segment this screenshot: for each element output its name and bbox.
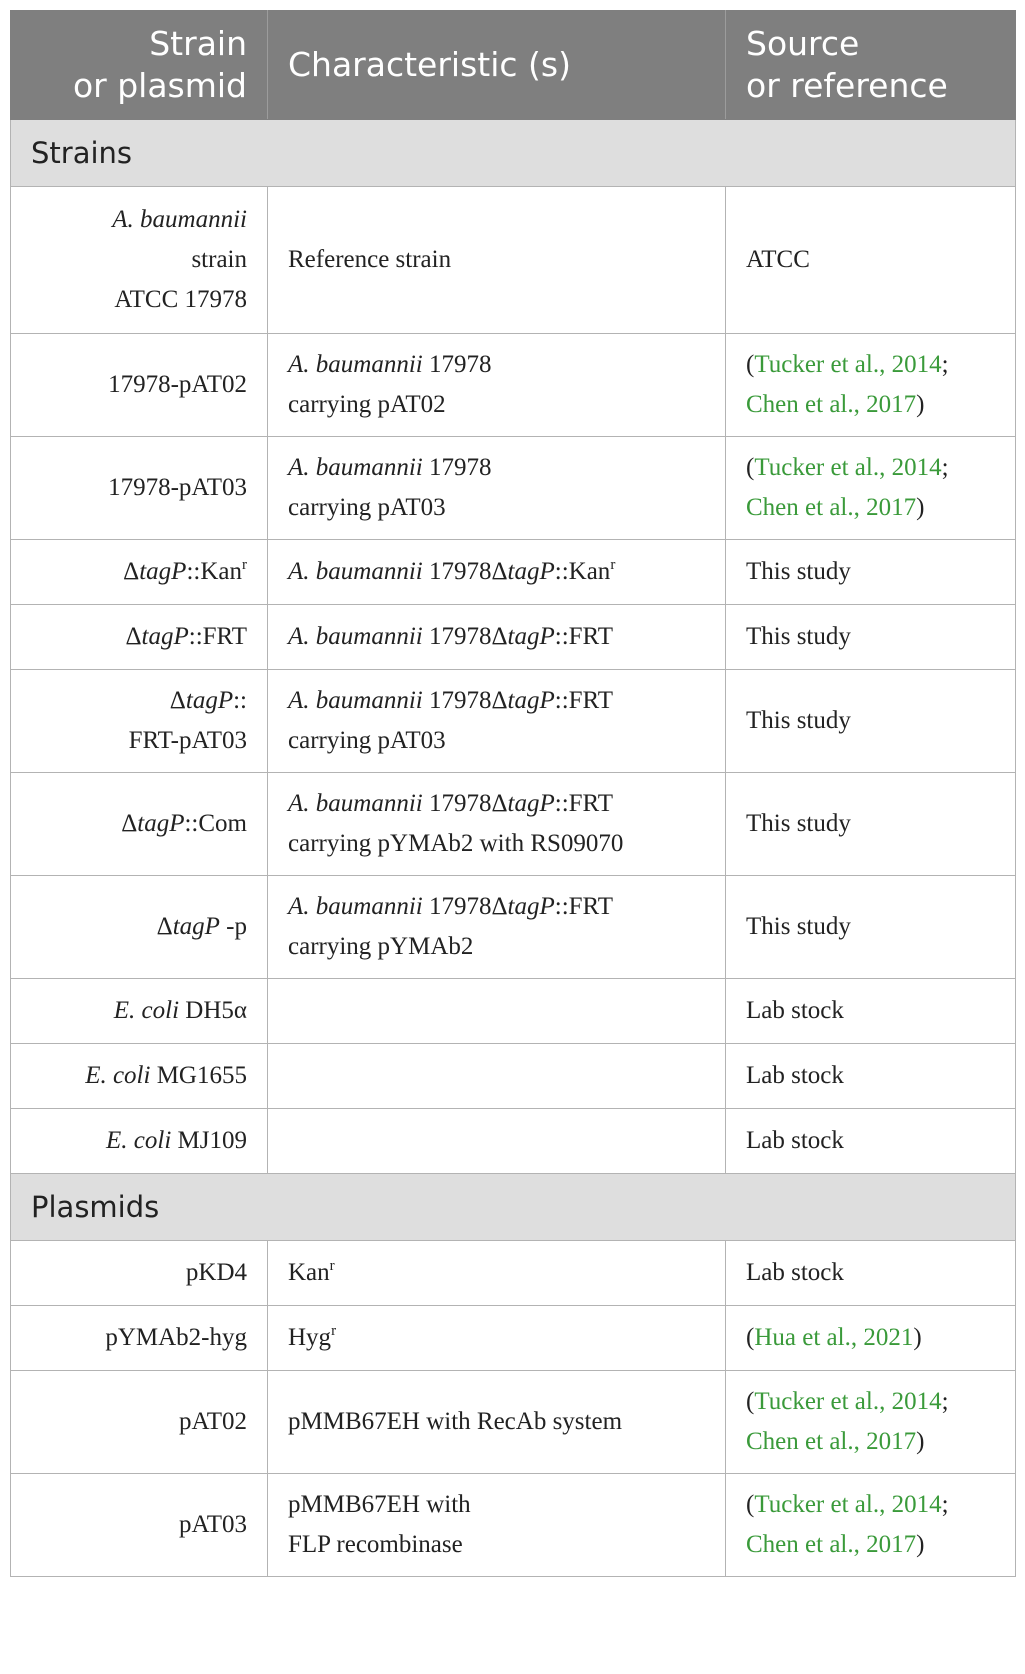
strain-name: ΔtagP::Com — [11, 773, 268, 876]
citation-link[interactable]: Chen et al., 2017 — [746, 494, 917, 521]
plasmid-name: pKD4 — [11, 1241, 268, 1306]
header-strain-or-plasmid: Strain or plasmid — [11, 11, 268, 120]
characteristic: Reference strain — [268, 187, 726, 334]
plasmid-name: pAT02 — [11, 1371, 268, 1474]
characteristic: A. baumannii 17978ΔtagP::Kan$^r$ — [268, 540, 726, 605]
table-row — [11, 670, 1016, 773]
citation-link[interactable]: Tucker et al., 2014 — [754, 454, 942, 481]
citation-link[interactable]: Tucker et al., 2014 — [754, 1388, 942, 1415]
strain-name: E. coli MJ109 — [11, 1109, 268, 1174]
table-row — [11, 1371, 1016, 1474]
source: This study — [726, 670, 1016, 773]
characteristic — [268, 1044, 726, 1109]
table-row — [11, 437, 1016, 540]
source: Lab stock — [726, 1241, 1016, 1306]
strain-name: 17978-pAT03 — [11, 437, 268, 540]
source: This study — [726, 605, 1016, 670]
characteristic: A. baumannii 17978 carrying pAT03 — [268, 437, 726, 540]
characteristic: A. baumannii 17978ΔtagP::FRT — [268, 605, 726, 670]
source: (Tucker et al., 2014; Chen et al., 2017) — [726, 334, 1016, 437]
source: Lab stock — [726, 1109, 1016, 1174]
source: (Hua et al., 2021) — [726, 1306, 1016, 1371]
characteristic — [268, 979, 726, 1044]
section-strains — [11, 120, 1016, 187]
table-row — [11, 187, 1016, 334]
strain-name: ΔtagP:: FRT-pAT03 — [11, 670, 268, 773]
header-row — [11, 11, 1016, 120]
strains-plasmids-table — [10, 10, 1016, 1577]
characteristic: Hyg$^r$ — [268, 1306, 726, 1371]
strain-name: ΔtagP::FRT — [11, 605, 268, 670]
section-label: Plasmids — [11, 1174, 1016, 1241]
citation-link[interactable]: Tucker et al., 2014 — [754, 351, 942, 378]
citation-link[interactable]: Chen et al., 2017 — [746, 1531, 917, 1558]
characteristic: pMMB67EH with RecAb system — [268, 1371, 726, 1474]
section-plasmids — [11, 1174, 1016, 1241]
characteristic — [268, 1109, 726, 1174]
source: ATCC — [726, 187, 1016, 334]
table-row — [11, 1044, 1016, 1109]
source: (Tucker et al., 2014; Chen et al., 2017) — [726, 1474, 1016, 1577]
header-source-or-reference: Source or reference — [726, 11, 1016, 120]
characteristic: A. baumannii 17978ΔtagP::FRT carrying pYMAb2 with RS09070 — [268, 773, 726, 876]
characteristic: Kan$^r$ — [268, 1241, 726, 1306]
table-row — [11, 540, 1016, 605]
table-row — [11, 876, 1016, 979]
plasmid-name: pYMAb2-hyg — [11, 1306, 268, 1371]
table-row — [11, 1241, 1016, 1306]
strain-name: A. baumannii strain ATCC 17978 — [11, 187, 268, 334]
characteristic: A. baumannii 17978ΔtagP::FRT carrying pYMAb2 — [268, 876, 726, 979]
table-row — [11, 773, 1016, 876]
header-characteristics: Characteristic (s) — [268, 11, 726, 120]
citation-link[interactable]: Hua et al., 2021 — [754, 1324, 914, 1351]
strain-name: ΔtagP::Kan$^r$ — [11, 540, 268, 605]
characteristic: A. baumannii 17978ΔtagP::FRT carrying pAT03 — [268, 670, 726, 773]
section-label: Strains — [11, 120, 1016, 187]
plasmid-name: pAT03 — [11, 1474, 268, 1577]
strain-name: E. coli MG1655 — [11, 1044, 268, 1109]
source: Lab stock — [726, 979, 1016, 1044]
table-row — [11, 1109, 1016, 1174]
table-row — [11, 1474, 1016, 1577]
citation-link[interactable]: Chen et al., 2017 — [746, 1428, 917, 1455]
citation-link[interactable]: Tucker et al., 2014 — [754, 1491, 942, 1518]
strain-name: ΔtagP -p — [11, 876, 268, 979]
strain-name: E. coli DH5α — [11, 979, 268, 1044]
source: (Tucker et al., 2014; Chen et al., 2017) — [726, 437, 1016, 540]
table-row — [11, 979, 1016, 1044]
citation-link[interactable]: Chen et al., 2017 — [746, 391, 917, 418]
strain-name: 17978-pAT02 — [11, 334, 268, 437]
table-row — [11, 1306, 1016, 1371]
source: This study — [726, 876, 1016, 979]
table-row — [11, 605, 1016, 670]
source: This study — [726, 540, 1016, 605]
source: This study — [726, 773, 1016, 876]
source: Lab stock — [726, 1044, 1016, 1109]
source: (Tucker et al., 2014; Chen et al., 2017) — [726, 1371, 1016, 1474]
characteristic: A. baumannii 17978 carrying pAT02 — [268, 334, 726, 437]
table-row — [11, 334, 1016, 437]
characteristic: pMMB67EH with FLP recombinase — [268, 1474, 726, 1577]
